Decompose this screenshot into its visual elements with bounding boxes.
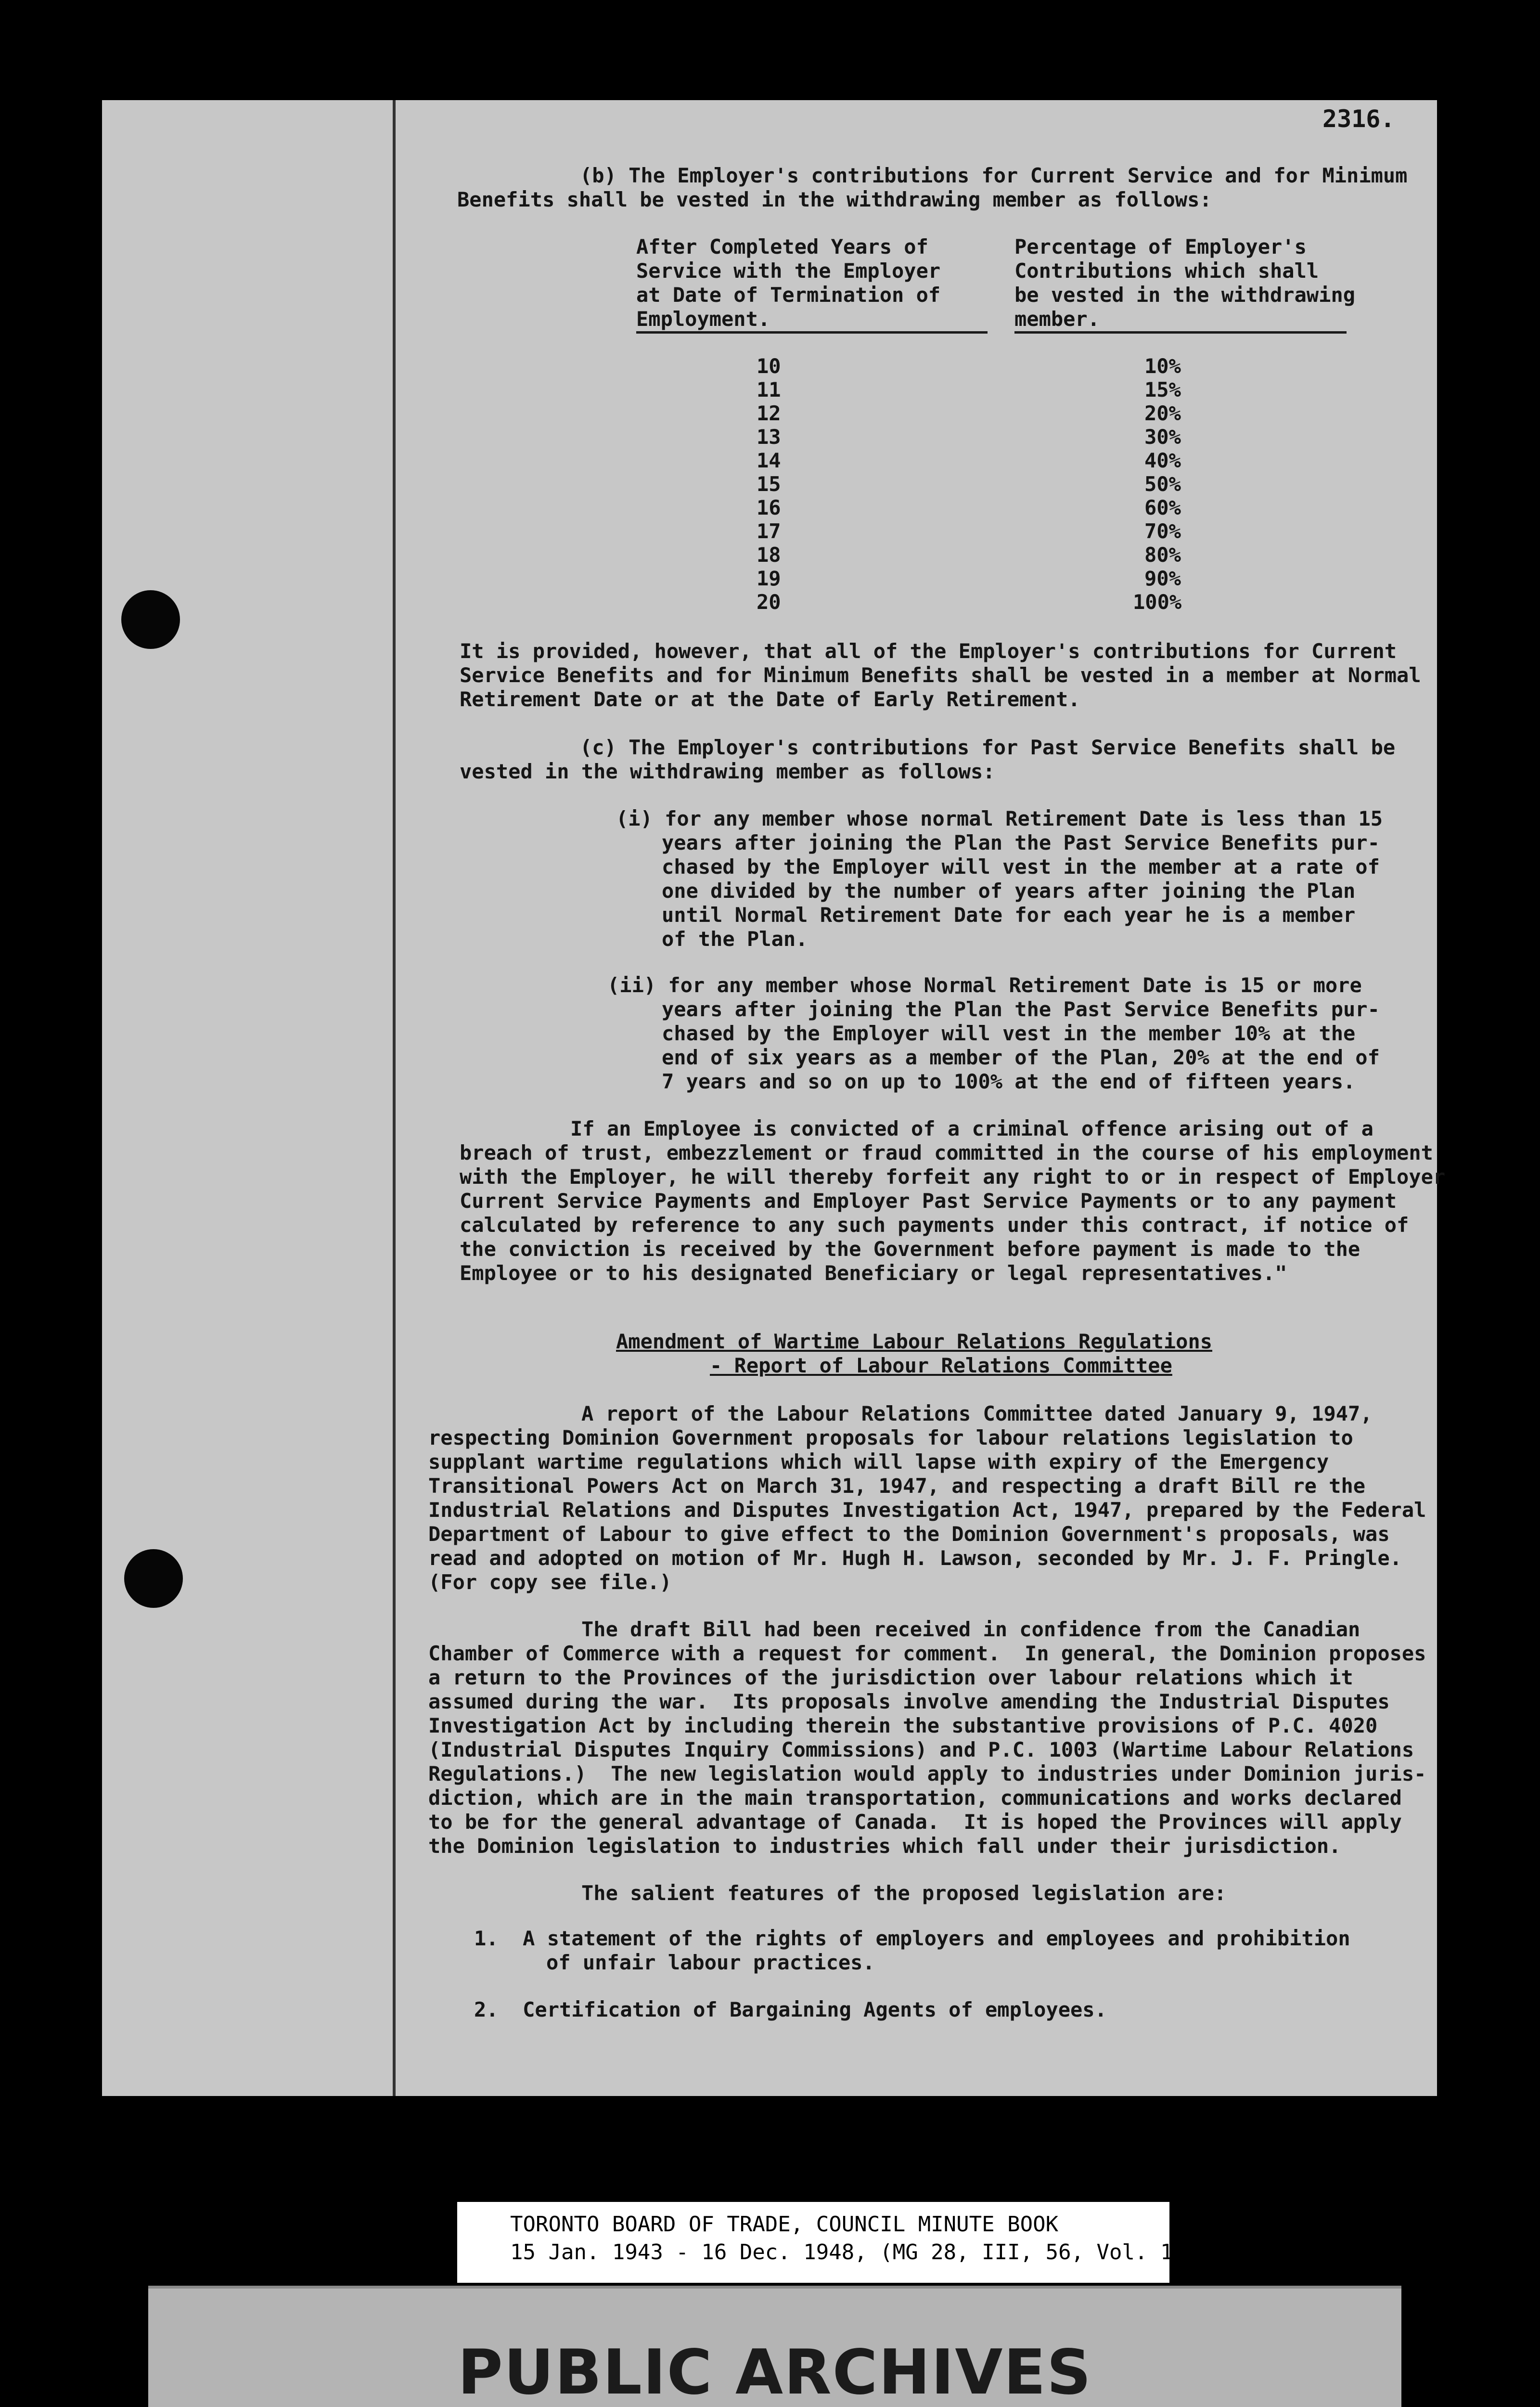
- vesting-percent: 60%: [1144, 496, 1181, 519]
- table-left-header: After Completed Years of: [636, 235, 928, 259]
- section-heading: Amendment of Wartime Labour Relations Regulations: [616, 1330, 1213, 1353]
- para-report-line: Transitional Powers Act on March 31, 1947, and respecting a draft Bill re the: [428, 1474, 1366, 1498]
- para-report-line: Industrial Relations and Disputes Investigation Act, 1947, prepared by the Federal: [428, 1498, 1426, 1522]
- archive-label-line2: 15 Jan. 1943 - 16 Dec. 1948, (MG 28, III, 56, Vol. 12): [510, 2240, 1199, 2265]
- para-convicted-line: breach of trust, embezzlement or fraud committed in the course of his employment: [460, 1141, 1433, 1165]
- vesting-years: 14: [757, 449, 781, 472]
- archive-label: [457, 2202, 1199, 2283]
- vesting-percent: 90%: [1144, 567, 1181, 590]
- header-rule-left: [636, 331, 988, 334]
- vesting-percent: 50%: [1144, 472, 1181, 496]
- para-report-line: A report of the Labour Relations Committee dated January 9, 1947,: [581, 1402, 1373, 1425]
- table-left-header: Employment.: [636, 307, 770, 331]
- feature-1-line: of unfair labour practices.: [546, 1951, 875, 1974]
- para-draft-line: diction, which are in the main transportation, communications and works declared: [428, 1786, 1402, 1810]
- para-convicted-line: Employee or to his designated Beneficiary or legal representatives.": [460, 1261, 1287, 1285]
- para-report-line: read and adopted on motion of Mr. Hugh H. Lawson, seconded by Mr. J. F. Pringle.: [428, 1546, 1402, 1570]
- para-b-line: (b) The Employer's contributions for Current Service and for Minimum: [580, 164, 1408, 187]
- item-i-line: until Normal Retirement Date for each year he is a member: [662, 903, 1356, 927]
- vesting-years: 17: [757, 519, 781, 543]
- para-report-line: (For copy see file.): [428, 1570, 672, 1594]
- stamp-line-english: PUBLIC ARCHIVES: [458, 2337, 1092, 2407]
- header-rule-right: [1014, 331, 1347, 334]
- vesting-percent: 10%: [1144, 354, 1181, 378]
- item-i-line: of the Plan.: [662, 927, 808, 951]
- vesting-percent: 30%: [1144, 425, 1181, 449]
- para-draft-line: Chamber of Commerce with a request for comment. In general, the Dominion proposes: [428, 1642, 1426, 1665]
- vesting-years: 19: [757, 567, 781, 590]
- item-ii-line: 7 years and so on up to 100% at the end of fifteen years.: [662, 1070, 1356, 1093]
- punch-hole: [124, 1549, 183, 1608]
- section-subheading: - Report of Labour Relations Committee: [710, 1354, 1172, 1377]
- feature-2: 2. Certification of Bargaining Agents of employees.: [474, 1998, 1107, 2021]
- vesting-years: 13: [757, 425, 781, 449]
- para-draft-line: to be for the general advantage of Canada. It is hoped the Provinces will apply: [428, 1810, 1402, 1834]
- punch-hole: [121, 590, 180, 649]
- vesting-percent: 40%: [1144, 449, 1181, 472]
- table-left-header: Service with the Employer: [636, 259, 941, 283]
- margin-rule: [393, 100, 396, 2096]
- page-number: 2316.: [1322, 105, 1395, 133]
- item-ii-line: years after joining the Plan the Past Service Benefits pur-: [662, 997, 1380, 1021]
- para-draft-line: The draft Bill had been received in confidence from the Canadian: [581, 1618, 1360, 1641]
- vesting-percent: 100%: [1133, 590, 1182, 614]
- table-left-header: at Date of Termination of: [636, 283, 941, 307]
- para-draft-line: (Industrial Disputes Inquiry Commissions) and P.C. 1003 (Wartime Labour Relations: [428, 1738, 1414, 1761]
- para-report-line: respecting Dominion Government proposals for labour relations legislation to: [428, 1426, 1353, 1449]
- vesting-years: 16: [757, 496, 781, 519]
- para-provided-line: Retirement Date or at the Date of Early Retirement.: [460, 687, 1080, 711]
- vesting-percent: 80%: [1144, 543, 1181, 567]
- feature-1-line: 1. A statement of the rights of employers and employees and prohibition: [474, 1927, 1350, 1950]
- archive-label-line1: TORONTO BOARD OF TRADE, COUNCIL MINUTE BOOK: [510, 2212, 1059, 2237]
- item-i-line: (i) for any member whose normal Retirement Date is less than 15: [616, 807, 1383, 830]
- item-i-line: years after joining the Plan the Past Service Benefits pur-: [662, 831, 1380, 854]
- para-convicted-line: calculated by reference to any such payments under this contract, if notice of: [460, 1213, 1409, 1237]
- vesting-years: 11: [757, 378, 781, 401]
- para-convicted-line: If an Employee is convicted of a criminal offence arising out of a: [570, 1117, 1373, 1140]
- para-draft-line: Regulations.) The new legislation would apply to industries under Dominion juris-: [428, 1762, 1426, 1786]
- para-report-line: supplant wartime regulations which will lapse with expiry of the Emergency: [428, 1450, 1329, 1474]
- para-draft-line: Investigation Act by including therein the substantive provisions of P.C. 4020: [428, 1714, 1378, 1737]
- para-provided-line: Service Benefits and for Minimum Benefits shall be vested in a member at Normal: [460, 663, 1421, 687]
- para-provided-line: It is provided, however, that all of the Employer's contributions for Current: [460, 639, 1397, 663]
- item-i-line: one divided by the number of years after joining the Plan: [662, 879, 1356, 903]
- para-draft-line: assumed during the war. Its proposals involve amending the Industrial Disputes: [428, 1690, 1390, 1713]
- para-draft-line: the Dominion legislation to industries which fall under their jurisdiction.: [428, 1834, 1341, 1858]
- table-right-header: be vested in the withdrawing: [1014, 283, 1356, 307]
- vesting-years: 20: [757, 590, 781, 614]
- table-right-header: Contributions which shall: [1014, 259, 1319, 283]
- item-ii-line: (ii) for any member whose Normal Retirement Date is 15 or more: [607, 973, 1362, 997]
- para-convicted-line: with the Employer, he will thereby forfeit any right to or in respect of Employer: [460, 1165, 1446, 1189]
- para-report-line: Department of Labour to give effect to the Dominion Government's proposals, was: [428, 1522, 1390, 1546]
- para-b-line: Benefits shall be vested in the withdrawing member as follows:: [457, 188, 1212, 211]
- item-ii-line: chased by the Employer will vest in the member 10% at the: [662, 1022, 1356, 1045]
- vesting-years: 10: [757, 354, 781, 378]
- vesting-years: 12: [757, 401, 781, 425]
- archives-stamp: [148, 2286, 1401, 2407]
- para-draft-line: a return to the Provinces of the jurisdiction over labour relations which it: [428, 1666, 1353, 1689]
- salient-intro: The salient features of the proposed legislation are:: [581, 1881, 1227, 1905]
- table-right-header: member.: [1014, 307, 1100, 331]
- item-ii-line: end of six years as a member of the Plan, 20% at the end of: [662, 1046, 1380, 1069]
- para-convicted-line: the conviction is received by the Government before payment is made to the: [460, 1237, 1360, 1261]
- para-c-line: vested in the withdrawing member as follows:: [460, 760, 995, 783]
- vesting-percent: 70%: [1144, 519, 1181, 543]
- para-c-line: (c) The Employer's contributions for Past Service Benefits shall be: [580, 736, 1396, 759]
- table-right-header: Percentage of Employer's: [1014, 235, 1307, 259]
- vesting-percent: 20%: [1144, 401, 1181, 425]
- para-convicted-line: Current Service Payments and Employer Past Service Payments or to any payment: [460, 1189, 1397, 1213]
- vesting-percent: 15%: [1144, 378, 1181, 401]
- vesting-years: 18: [757, 543, 781, 567]
- item-i-line: chased by the Employer will vest in the member at a rate of: [662, 855, 1380, 879]
- vesting-years: 15: [757, 472, 781, 496]
